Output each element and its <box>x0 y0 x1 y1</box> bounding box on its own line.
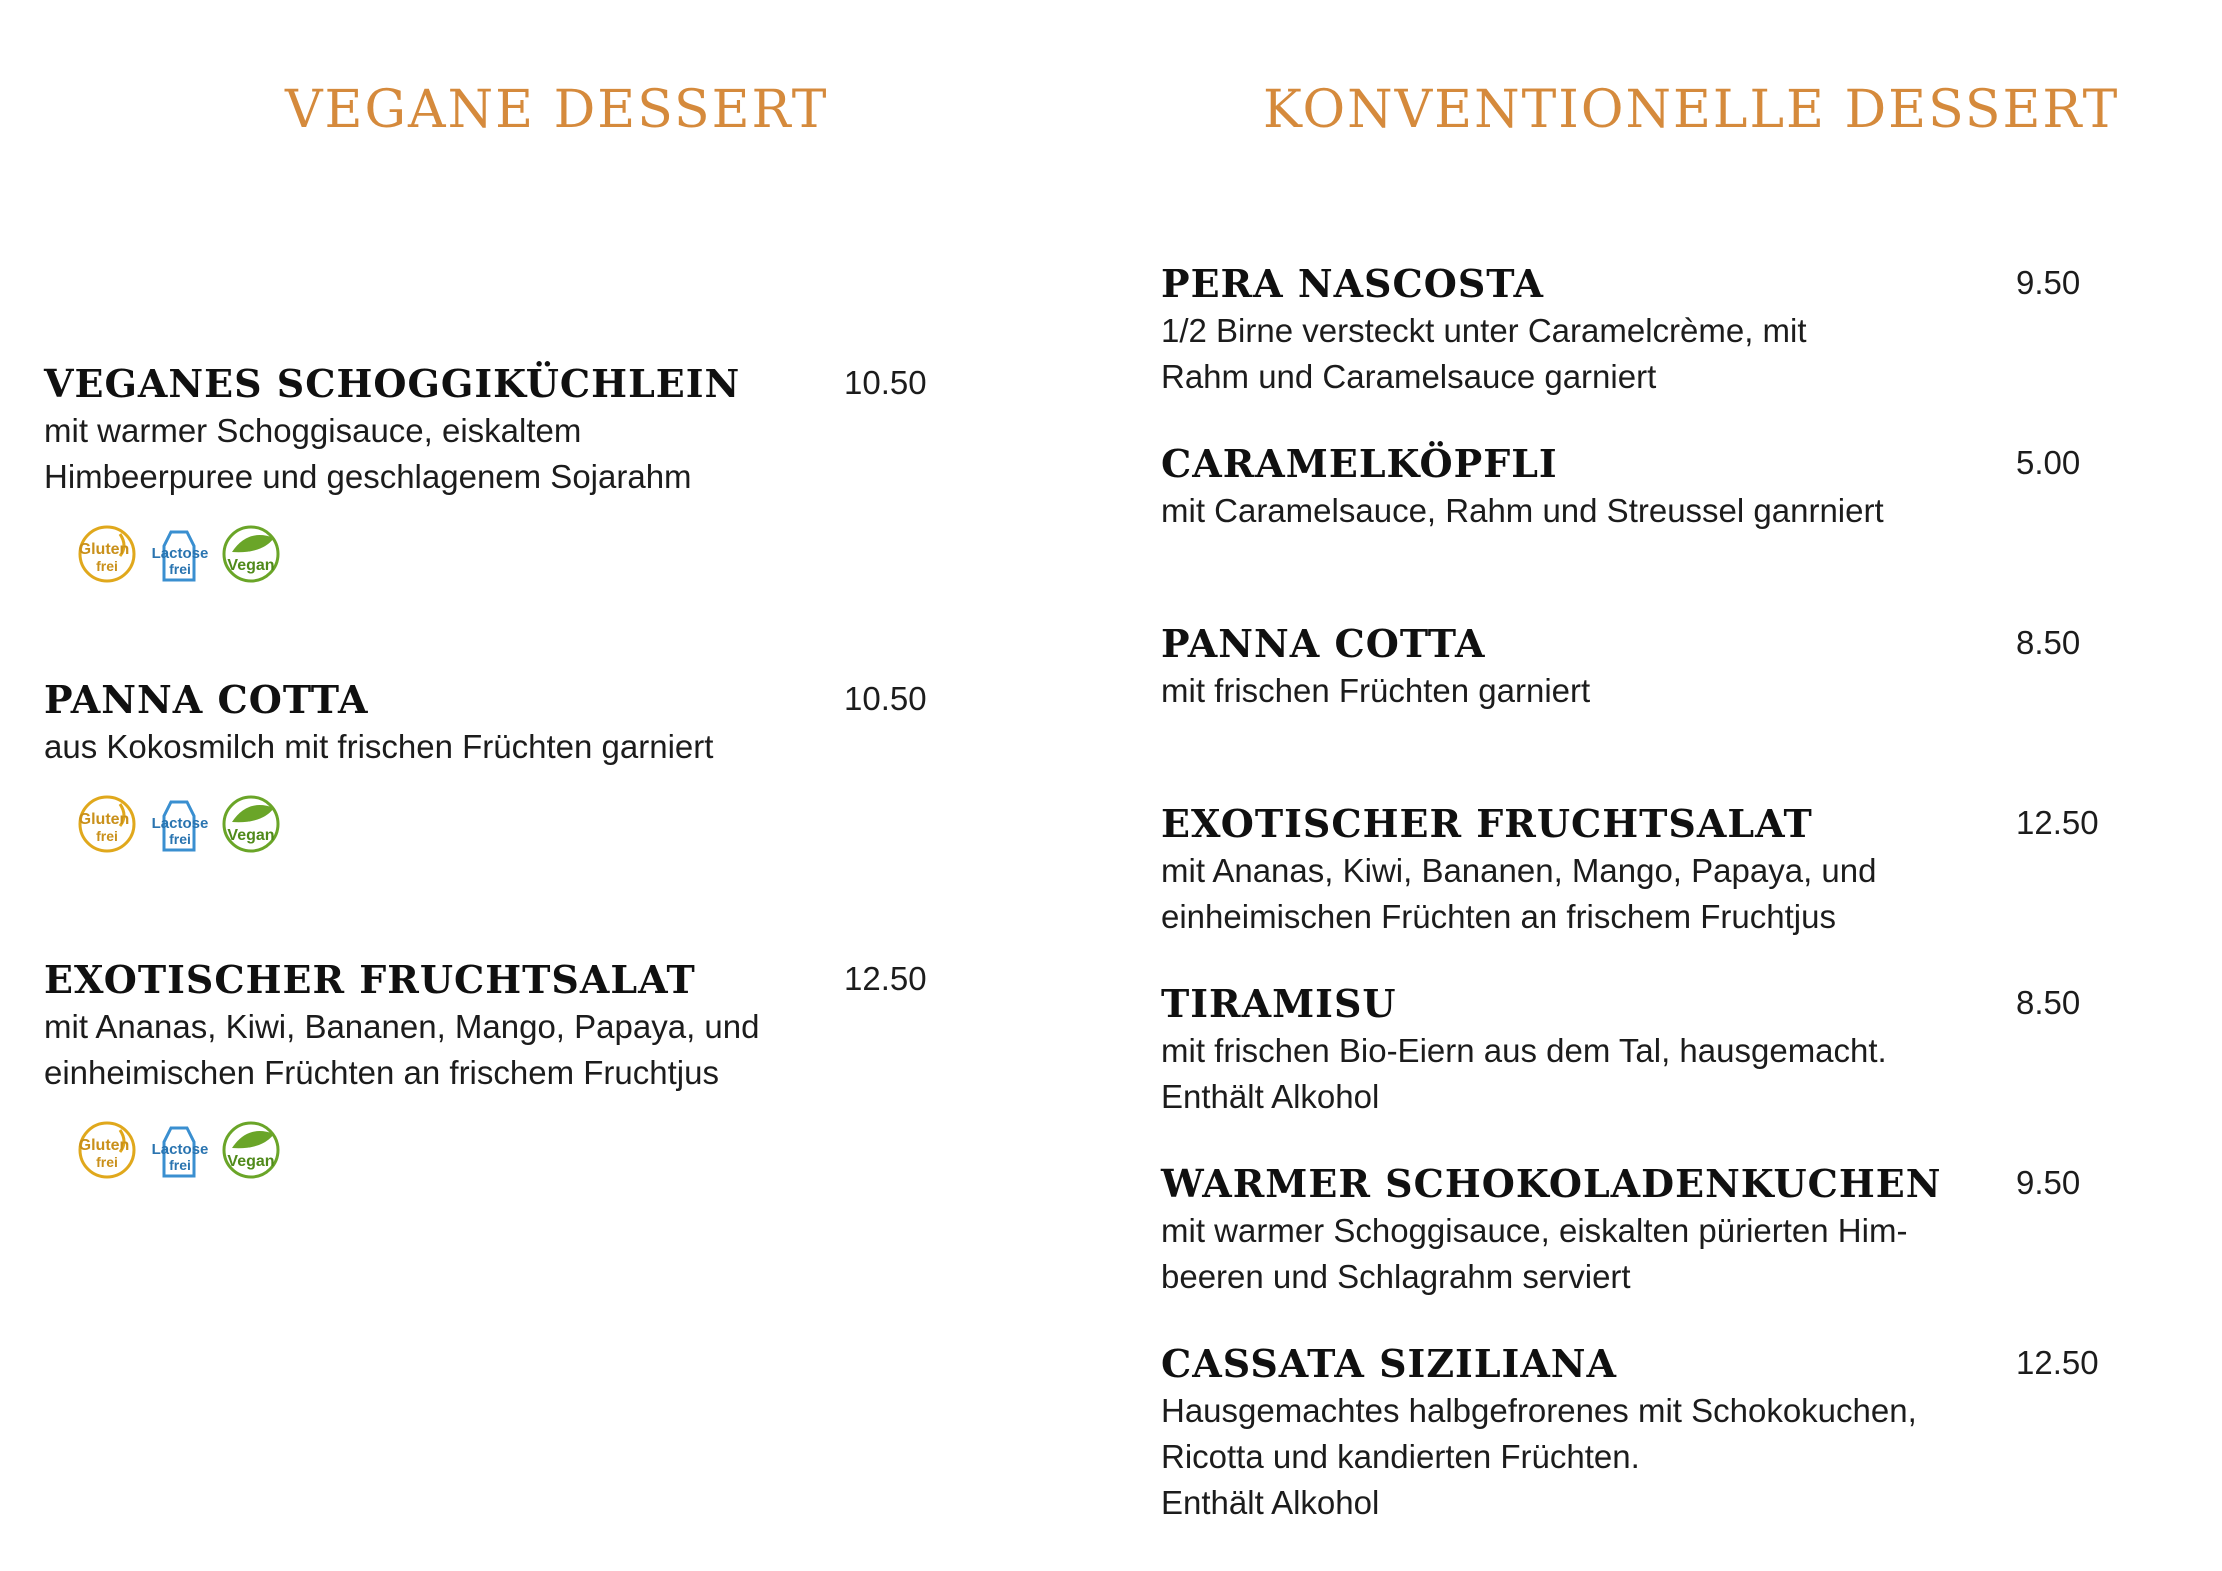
item-name: CASSATA SIZILIANA <box>1161 1341 1618 1386</box>
lactose-label: Lactose <box>151 815 209 832</box>
menu-item <box>1161 800 2171 940</box>
vegan-label: Vegan <box>227 827 275 844</box>
item-name: PERA NASCOSTA <box>1161 261 1544 306</box>
item-name: CARAMELKÖPFLI <box>1161 441 1558 486</box>
item-description: aus Kokosmilch mit frischen Früchten garniert <box>44 728 714 765</box>
item-description: mit Ananas, Kiwi, Bananen, Mango, Papaya, und einheimischen Früchten an frischem Fruchtjus <box>1161 852 1877 935</box>
gluten-free-icon <box>74 524 140 584</box>
item-name: TIRAMISU <box>1161 981 1397 1026</box>
gluten-label: Gluten <box>78 541 130 558</box>
vegan-label: Vegan <box>227 1153 275 1170</box>
item-description: Hausgemachtes halbgefrorenes mit Schokokuchen, Ricotta und kandierten Früchten. Enthält Alkohol <box>1161 1392 1917 1521</box>
item-price: 9.50 <box>2016 264 2081 301</box>
gluten-sub-label: frei <box>96 1154 118 1170</box>
lactose-sub-label: frei <box>169 1157 191 1173</box>
item-price: 12.50 <box>844 960 927 997</box>
diet-badges <box>74 524 944 584</box>
lactose-sub-label: frei <box>169 831 191 847</box>
item-description: mit warmer Schoggisauce, eiskalten pürierten Him- beeren und Schlagrahm serviert <box>1161 1212 1908 1295</box>
gluten-label: Gluten <box>78 1137 130 1154</box>
gluten-sub-label: frei <box>96 558 118 574</box>
lactose-free-icon <box>146 1120 212 1180</box>
item-name: EXOTISCHER FRUCHTSALAT <box>44 957 696 1002</box>
menu-item <box>44 676 944 854</box>
menu-item <box>1161 620 2171 714</box>
item-description: mit frischen Bio-Eiern aus dem Tal, hausgemacht. Enthält Alkohol <box>1161 1032 1887 1115</box>
item-price: 8.50 <box>2016 984 2081 1021</box>
vegan-icon <box>218 794 284 854</box>
item-name: EXOTISCHER FRUCHTSALAT <box>1161 801 1813 846</box>
menu-item <box>1161 980 2171 1120</box>
diet-badges <box>74 794 944 854</box>
item-price: 10.50 <box>844 364 927 401</box>
menu-item <box>1161 1160 2171 1300</box>
vegan-label: Vegan <box>227 557 275 574</box>
item-name: VEGANES SCHOGGIKÜCHLEIN <box>44 361 741 406</box>
menu-item <box>1161 1340 2171 1526</box>
item-name: PANNA COTTA <box>1161 621 1486 666</box>
item-price: 9.50 <box>2016 1164 2081 1201</box>
item-price: 10.50 <box>844 680 927 717</box>
item-name: WARMER SCHOKOLADENKUCHEN <box>1161 1161 1942 1206</box>
item-description: mit frischen Früchten garniert <box>1161 672 1591 709</box>
lactose-free-icon <box>146 794 212 854</box>
lactose-label: Lactose <box>151 545 209 562</box>
item-description: mit warmer Schoggisauce, eiskaltem Himbeerpuree und geschlagenem Sojarahm <box>44 412 692 495</box>
section-title: VEGANE DESSERT <box>285 80 829 140</box>
menu-item <box>1161 440 2171 534</box>
vegan-icon <box>218 524 284 584</box>
gluten-free-icon <box>74 1120 140 1180</box>
item-description: 1/2 Birne versteckt unter Caramelcrème, mit Rahm und Caramelsauce garniert <box>1161 312 1807 395</box>
gluten-sub-label: frei <box>96 828 118 844</box>
item-name: PANNA COTTA <box>44 677 369 722</box>
item-price: 12.50 <box>2016 1344 2099 1381</box>
gluten-free-icon <box>74 794 140 854</box>
lactose-free-icon <box>146 524 212 584</box>
item-description: mit Caramelsauce, Rahm und Streussel ganrniert <box>1161 492 1884 529</box>
item-description: mit Ananas, Kiwi, Bananen, Mango, Papaya, und einheimischen Früchten an frischem Fruchtjus <box>44 1008 760 1091</box>
menu-item <box>44 956 944 1180</box>
menu-item <box>1161 260 2171 400</box>
item-price: 12.50 <box>2016 804 2099 841</box>
menu-item <box>44 360 944 584</box>
diet-badges <box>74 1120 944 1180</box>
gluten-label: Gluten <box>78 811 130 828</box>
section-title: KONVENTIONELLE DESSERT <box>1263 80 2120 140</box>
item-price: 5.00 <box>2016 444 2081 481</box>
lactose-sub-label: frei <box>169 561 191 577</box>
lactose-label: Lactose <box>151 1141 209 1158</box>
vegan-icon <box>218 1120 284 1180</box>
item-price: 8.50 <box>2016 624 2081 661</box>
